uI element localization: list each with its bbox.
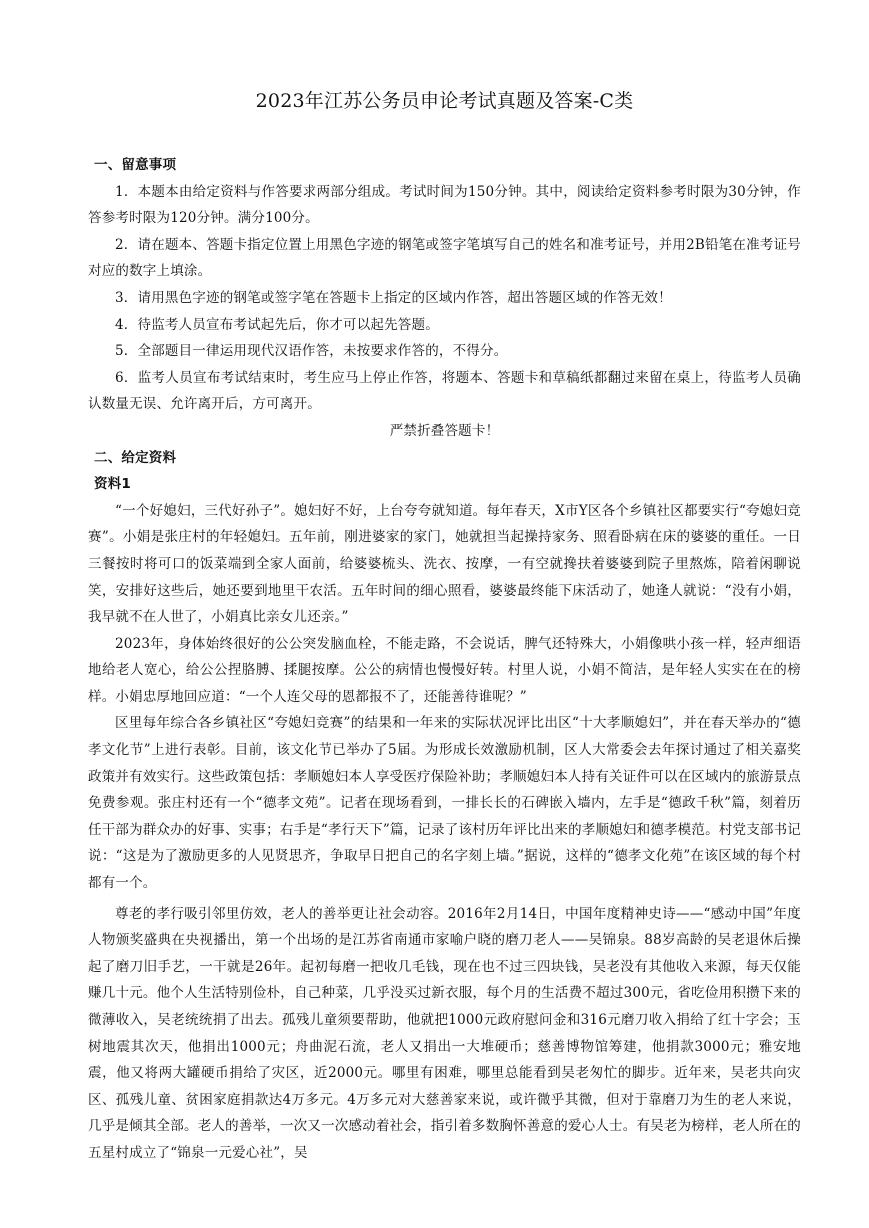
material-paragraph-1: “一个好媳妇，三代好孙子”。媳妇好不好，上台夸夸就知道。每年春天，X市Y区各个乡镇社区都要实行“夸媳妇竞赛”。小娟是张庄村的年轻媳妇。五年前，刚进婆家的家门，她就担当起操持家务、照看卧病在床的婆婆的重任。一日三餐按时将可口的饭菜端到全家人面前，给婆婆梳头、洗衣、按摩，一有空就搀扶着婆婆到院子里熬炼，陪着闲聊说笑，安排好这些后，她还要到地里干农活。五年时间的细心照看，婆婆最终能下床活动了，她逢人就说：“没有小娟，我早就不在人世了，小娟真比亲女儿还亲。” bbox=[88, 502, 801, 626]
section-heading-notice: 一、留意事项 bbox=[94, 157, 177, 173]
notice-item-3: 3．请用黑色字迹的钢笔或签字笔在答题卡上指定的区域内作答，超出答题区域的作答无效！ bbox=[115, 289, 672, 306]
section-heading-materials: 二、给定资料 bbox=[94, 449, 177, 466]
warning-note: 严禁折叠答题卡！ bbox=[389, 422, 500, 439]
notice-item-2: 2．请在题本、答题卡指定位置上用黑色字迹的钢笔或签字笔填写自己的姓名和准考证号，并用2B铅笔在准考证号对应的数字上填涂。 bbox=[88, 236, 801, 280]
notice-item-4: 4．待监考人员宣布考试起先后，你才可以起先答题。 bbox=[115, 316, 439, 333]
notice-item-6: 6．监考人员宣布考试结束时，考生应马上停止作答，将题本、答题卡和草稿纸都翻过来留在桌上，待监考人员确认数量无误、允许离开后，方可离开。 bbox=[88, 369, 801, 413]
material-paragraph-2: 2023年，身体始终很好的公公突发脑血栓，不能走路，不会说话，脾气还特殊大，小娟像哄小孩一样，轻声细语地给老人宽心，给公公捏胳膊、揉腿按摩。公公的病情也慢慢好转。村里人说，小娟不简洁，是年轻人实实在在的榜样。小娟忠厚地回应道：“一个人连父母的恩都报不了，还能善待谁呢？” bbox=[88, 635, 801, 705]
material-paragraph-4: 尊老的孝行吸引邻里仿效，老人的善举更让社会动容。2016年2月14日，中国年度精神史诗——“感动中国”年度人物颁奖盛典在央视播出，第一个出场的是江苏省南通市家喻户晓的磨刀老人——吴锦泉。88岁高龄的吴老退休后操起了磨刀旧手艺，一干就是26年。起初每磨一把收几毛钱，现在也不过三四块钱，吴老没有其他收入来源，每天仅能赚几十元。他个人生活特别俭朴，自己种菜，几乎没买过新衣服，每个月的生活费不超过300元，省吃俭用积攒下来的微薄收入，吴老统统捐了出去。孤残儿童须要帮助，他就把1000元政府慰问金和316元磨刀收入捐给了红十字会；玉树地震其次天，他捐出1000元；舟曲泥石流，老人又捐出一大堆硬币；慈善博物馆筹建，他捐款3000元；雅安地震，他又将两大罐硬币捐给了灾区，近2000元。哪里有困难，哪里总能看到吴老匆忙的脚步。近年来，吴老共向灾区、孤残儿童、贫困家庭捐款达4万多元。4万多元对大慈善家来说，或许微乎其微，但对于靠磨刀为生的老人来说，几乎是倾其全部。老人的善举，一次又一次感动着社会，指引着多数胸怀善意的爱心人士。有吴老为榜样，老人所在的五星村成立了“锦泉一元爱心社”，吴 bbox=[88, 905, 801, 1161]
material-paragraph-3: 区里每年综合各乡镇社区“夸媳妇竞赛”的结果和一年来的实际状况评比出区“十大孝顺媳妇”，并在春天举办的“德孝文化节”上进行表彰。目前，该文化节已举办了5届。为形成长效激励机制，区人大常委会去年探讨通过了相关嘉奖政策并有效实行。这些政策包括：孝顺媳妇本人享受医疗保险补助；孝顺媳妇本人持有关证件可以在区域内的旅游景点免费参观。张庄村还有一个“德孝文苑”。记者在现场看到，一排长长的石碑嵌入墙内，左手是“德政千秋”篇，刻着历任干部为群众办的好事、实事；右手是“孝行天下”篇，记录了该村历年评比出来的孝顺媳妇和德孝模范。村党支部书记说：“这是为了激励更多的人见贤思齐，争取早日把自己的名字刻上墙。”据说，这样的“德孝文化苑”在该区域的每个村都有一个。 bbox=[88, 715, 801, 892]
notice-item-1: 1．本题本由给定资料与作答要求两部分组成。考试时间为150分钟。其中，阅读给定资料参考时限为30分钟，作答参考时限为120分钟。满分100分。 bbox=[88, 183, 801, 227]
material-title: 资料1 bbox=[94, 476, 131, 493]
notice-item-5: 5．全部题目一律运用现代汉语作答，未按要求作答的，不得分。 bbox=[115, 343, 508, 360]
document-title: 2023年江苏公务员申论考试真题及答案-C类 bbox=[255, 90, 634, 112]
